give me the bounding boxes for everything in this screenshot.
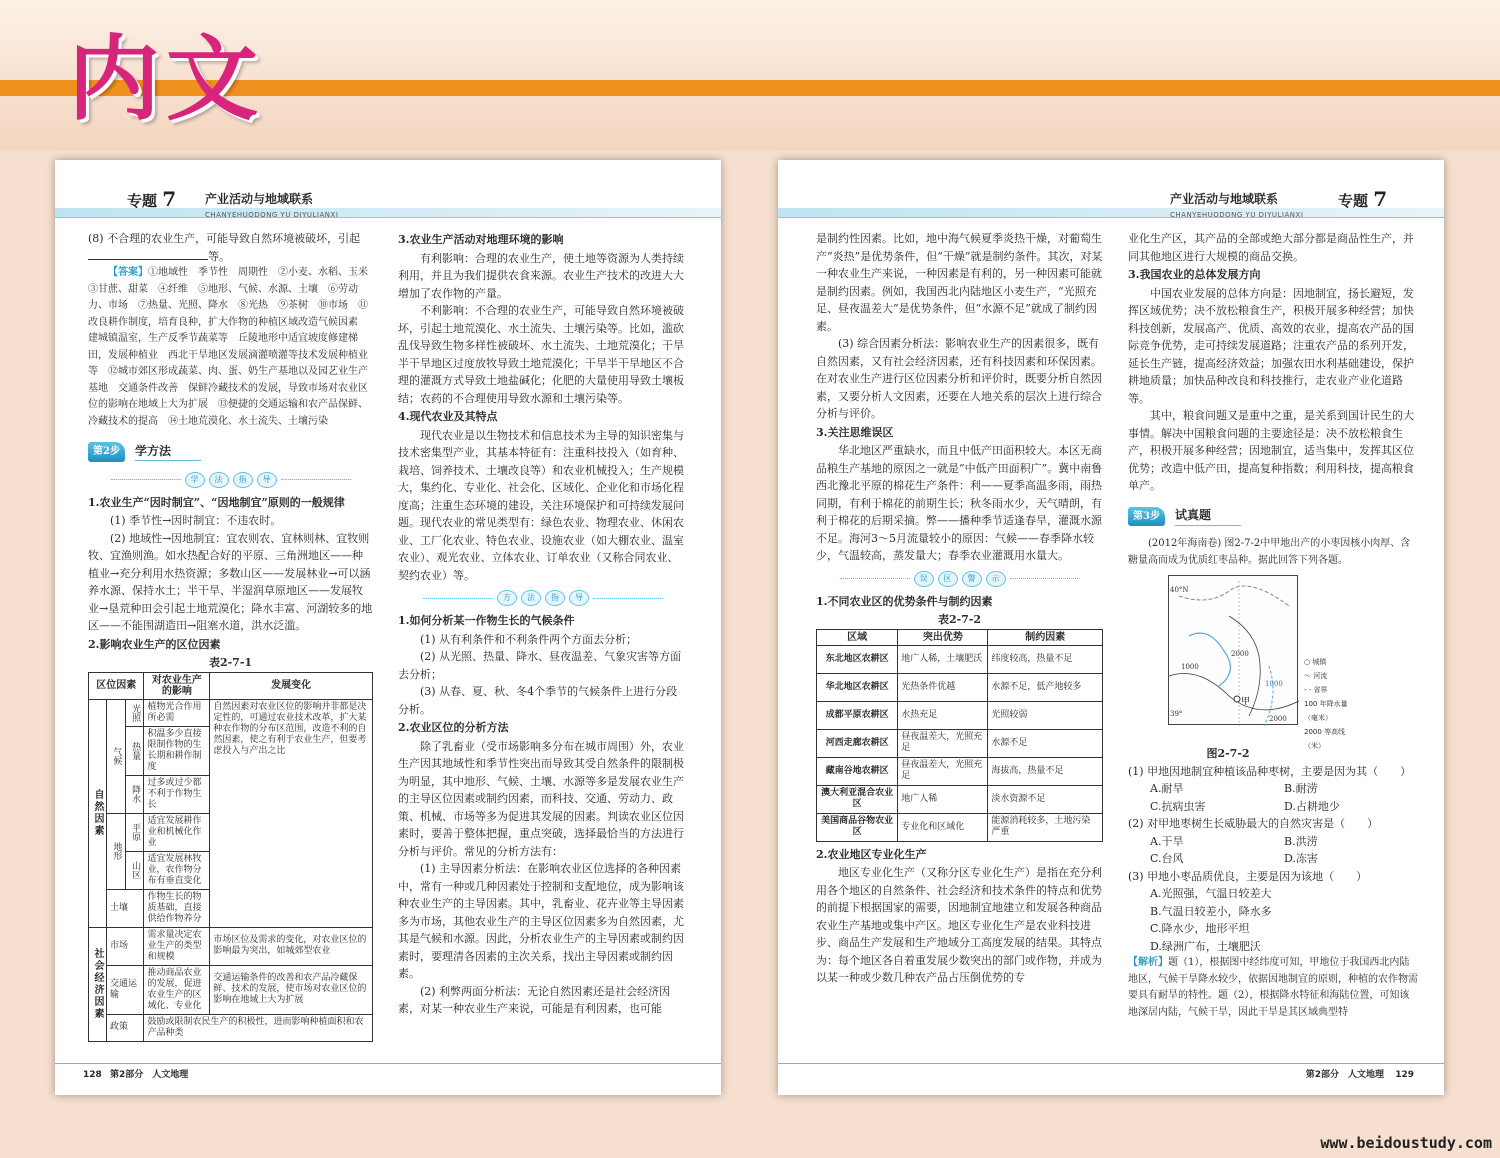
paragraph: (1) 从有利条件和不利条件两个方面去分析；	[420, 632, 638, 646]
table-caption: 表2-7-1	[208, 656, 253, 669]
table-cell: 河西走廊农耕区	[817, 729, 898, 757]
table-cell: 昼夜温差大，光照充足	[898, 757, 988, 785]
table-cell: 华北地区农耕区	[817, 673, 898, 701]
table-row	[817, 729, 1103, 757]
right-column-1	[816, 230, 1103, 1050]
topic-label: 专题 7	[1338, 187, 1388, 211]
section-divider: 学 法 指 导	[88, 472, 373, 488]
table-cell: 淡水资源不足	[988, 785, 1103, 813]
paragraph: (3) 综合因素分析法：影响农业生产的因素很多，既有自然因素，又有社会经济因素，还有科技因素和环保因素。在对农业生产进行区位因素分析和评价时，既要分析自然因素，又要分析人文因素，还要在人地关系的层次上进行综合分析与评价。	[816, 337, 1102, 420]
table-cell: 专业化和区域化	[898, 813, 988, 841]
page-pinyin: CHANYEHUODONG YU DIYULIANXI	[205, 211, 339, 219]
brand-title: 内文	[68, 25, 265, 133]
page-footer	[55, 1063, 721, 1081]
table-cell: 光热条件优越	[898, 673, 988, 701]
table-cell: 地广人稀，土壤肥沃	[898, 645, 988, 673]
topic-label: 专题 7	[127, 187, 177, 211]
paragraph: 中国农业发展的总体方向是：因地制宜，扬长避短，发挥区域优势；决不放松粮食生产，积极开展多种经营；加快科技创新，发展高产、优质、高效的农业，提高农产品的国际竞争优势，走可持续发展道路；注重农产品的系列开发，延长生产链，提高经济效益；加强农田水利基础建设，保护耕地质量；加快品种改良和科技推行，走农业产业化道路等。	[1128, 286, 1414, 405]
map	[1168, 575, 1298, 725]
map-drawing	[1169, 576, 1299, 726]
page-pinyin: CHANYEHUODONG YU DIYULIANXI	[1170, 211, 1304, 219]
heading: 3.农业生产活动对地理环境的影响	[398, 233, 564, 246]
paragraph: (1) 季节性→因时制宜：不违农时。	[110, 514, 282, 527]
heading: 2.影响农业生产的区位因素	[88, 637, 221, 651]
map-town-label: 甲	[1241, 697, 1251, 707]
table-cell: 成都平原农耕区	[817, 701, 898, 729]
section-divider: 方 法 指 导	[398, 590, 688, 606]
left-column-1	[88, 230, 378, 1050]
step-2-header: 第2步 学方法	[88, 442, 373, 462]
location-factors-table: 区位因素 对农业生产的影响 发展变化 自然因素 气候 光照 植物光合作用所必需 自然因素对农业区位的影响并非都是决定性的，可通过农业技术改革，扩大某种农作物的分布区范围，改造不利的自然因素，使之有利于农业生产，但要考虑投入与产出之比 热量 积温多少直接限制作物的生长期和耕作制度 降水 过多或过少都不利于作物生长 地形 平原 适宜发展耕作业和机械化作业 山区 适宜发展林牧业，农作物分布有垂直变化 土壤 作物生长的物质基础，直接供给作物养分 社会经济因素 市场 需求量决定农业生产的类型和规模 市场区位及需求的变化，对农业区位的影响最为突出，如城郊型农业 交通运输 推动商品农业的发展，促进农业生产的区域化、专业化 交通运输条件的改善和农产品冷藏保鲜、技术的发展，使市场对农业区位的影响在地域上大为扩展 政策 鼓励或限制农民生产的积极性，进而影响种植面积和农产品种类	[88, 672, 373, 1042]
heading: 2.农业地区专业化生产	[816, 847, 927, 861]
map-lat-39: 39°	[1170, 710, 1183, 718]
table-cell: 海拔高，热量不足	[988, 757, 1103, 785]
map-figure	[1168, 575, 1348, 750]
question-3-options: A.光照强，气温日较差大 B.气温日较差小，降水多 C.降水少，地形平坦 D.绿洲广布，土壤肥沃	[1150, 887, 1272, 953]
table-row	[817, 757, 1103, 785]
heading: 3.关注思维误区	[816, 425, 894, 439]
page-title: 产业活动与地域联系	[1170, 192, 1279, 206]
right-page	[778, 160, 1444, 1095]
paragraph: (2) 地域性→因地制宜：宜农则农、宜林则林、宜牧则牧、宜渔则渔。如水热配合好的平原、三角洲地区——种植业→充分利用水热资源；多数山区——发展林业→可以涵养水源、保持水土；半干旱、半湿润草原地区——发展牧业→垦荒种田会引起土地荒漠化；降水丰富、河湖较多的地区——不能围湖造田→阻塞水道，洪水泛滥。	[88, 531, 373, 632]
explanation: 【解析】题（1），根据图中经纬度可知，甲地位于我国西北内陆地区，气候干旱降水较少，依据因地制宜的原则，种植的农作物需要具有耐旱的特性。题（2），根据降水特征和海陆位置，可知该地深居内陆，气候干旱，因此干旱是其区域典型特	[1128, 957, 1418, 1018]
heading: 2.农业区位的分析方法	[398, 721, 509, 734]
page-footer	[778, 1063, 1444, 1081]
heading: 1.农业生产“因时制宜”、“因地制宜”原则的一般规律	[88, 495, 345, 509]
table-cell: 东北地区农耕区	[817, 645, 898, 673]
table-cell: 水源不足	[988, 729, 1103, 757]
heading: 1.不同农业区的优势条件与制约因素	[816, 594, 993, 608]
map-contour-label: 2000	[1231, 650, 1249, 658]
question-1-options: A.耐旱 B.耐涝 C.抗病虫害 D.占耕地少	[1150, 782, 1340, 813]
table-row	[817, 813, 1103, 841]
table-row	[817, 673, 1103, 701]
page-number: 129	[1395, 1070, 1414, 1080]
step-3-header: 第3步 试真题	[1128, 507, 1418, 527]
table-row	[817, 645, 1103, 673]
paragraph: (1) 主导因素分析法：在影响农业区位选择的各种因素中，常有一种或几种因素处于控制和支配地位，成为影响该种农业生产的主导因素。其中，乳畜业、花卉业等主导因素多为市场，其他农业生产的主导区位因素多为自然因素，尤其是气候和水源。因此，分析农业生产的主导因素或制约因素时，要理清各因素的主次关系，找出主导因素或制约因素。	[398, 862, 684, 980]
paragraph: (2) 利弊两面分析法：无论自然因素还是社会经济因素，对某一种农业生产来说，可能是有利因素，也可能	[398, 984, 671, 1015]
answer-block: 【答案】①地域性 季节性 周期性 ②小麦、水稻、玉米 ③甘蔗、甜菜 ④纤维 ⑤地形、气候、水源、土壤 ⑥劳动力、市场 ⑦热量、光照、降水 ⑧光热 ⑨茶树 ⑩市场 ⑪改良耕作制度，培育良种，扩大作物的种植区域改造气候因素 建城镇温室，生产反季节蔬菜等 丘陵地形中适宜坡度修建梯田，发展种植业 西北干旱地区发展滴灌喷灌等技术发展种植业等 ⑫城市郊区形成蔬菜、肉、蛋、奶生产基地以及园艺业生产基地 交通条件改善 保鲜冷藏技术的发展，导致市场对农业区位的影响在地域上大为扩展 ⑬便捷的交通运输和农产品保鲜、冷藏技术的提高 ⑭土地荒漠化、水土流失、土壤污染	[88, 267, 378, 427]
table-cell: 纬度较高，热量不足	[988, 645, 1103, 673]
right-column-2	[1128, 230, 1418, 1050]
page-header	[55, 188, 721, 218]
part-label: 第2部分 人文地理	[1305, 1070, 1384, 1080]
agri-regions-table: 区域 突出优势 制约因素 东北地区农耕区 地广人稀，土壤肥沃 纬度较高，热量不足 华北地区农耕区 光热条件优越 水源不足，低产地较多 成都平原农耕区 水热充足 光照较弱 河西走廊农耕区 昼夜温差大，光照充足 水源不足 藏南谷地农耕区 昼夜温差大，光照充足 海拔高，热量不足 澳大利亚混合农业区 地广人稀 淡水资源不足 美国商品谷物农业区 专业化和区域化 能源消耗较多，土地污染严重	[816, 629, 1103, 842]
table-cell: 水热充足	[898, 701, 988, 729]
page-number: 128	[83, 1070, 102, 1080]
part-label: 第2部分 人文地理	[110, 1070, 189, 1080]
paragraph: 华北地区严重缺水，而且中低产田面积较大。本区无商品粮生产基地的原因之一就是“中低产田面积广”。冀中南鲁西北豫北平原的棉花生产条件：利——夏季高温多雨，雨热同期，有利于棉花的前期生长；秋冬雨水少，天气晴朗，有利于棉花的后期采摘。弊——播种季节适逢春旱，灌溉水源不足。海河3～5月流量较小的原因：气候——春季降水较少，气温较高，蒸发量大；春季农业灌溉用水量大。	[816, 444, 1103, 562]
paragraph: 是制约性因素。比如，地中海气候夏季炎热干燥，对葡萄生产“炎热”是优势条件，但“干燥”就是制约条件。其次，对某一种农业生产来说，一种因素是有利的，另一种因素可能就是制约因素。例如，我国西北内陆地区小麦生产，“光照充足、昼夜温差大”是优势条件，但“水源不足”就成了制约因素。	[816, 232, 1103, 333]
table-cell: 藏南谷地农耕区	[817, 757, 898, 785]
paragraph: 有利影响：合理的农业生产，使土地等资源为人类持续利用，并且为我们提供农食来源。农业生产技术的改进大大增加了农作物的产量。	[398, 251, 684, 300]
left-column-2	[398, 230, 688, 1050]
paragraph: 其中，粮食问题又是重中之重，是关系到国计民生的大事情。解决中国粮食问题的主要途径是：决不放松粮食生产，积极开展多种经营；因地制宜，适当集中，发挥其区位优势；改造中低产田，提高复种指数；利用科技，提高粮食单产。	[1128, 409, 1414, 492]
question-3: (3) 甲地小枣品质优良，主要是因为该地（ ）	[1128, 869, 1368, 883]
table-cell: 地广人稀	[898, 785, 988, 813]
table-cell: 美国商品谷物农业区	[817, 813, 898, 841]
question-2-options: A.干旱 B.洪涝 C.台风 D.冻害	[1150, 834, 1318, 865]
heading: 4.现代农业及其特点	[398, 410, 498, 423]
question-2: (2) 对甲地枣树生长威胁最大的自然灾害是（ ）	[1128, 817, 1379, 830]
question-intro: (2012年海南卷) 图2-7-2中甲地出产的小枣因核小肉厚、含糖量高而成为优质红枣品种。据此回答下列各题。	[1128, 538, 1411, 566]
table-caption: 表2-7-2	[937, 613, 982, 626]
question-1: (1) 甲地因地制宜种植该品种枣树，主要是因为其（ ）	[1128, 764, 1412, 778]
paragraph: (3) 从春、夏、秋、冬4个季节的气候条件上进行分段分析。	[398, 685, 678, 716]
heading: 1.如何分析某一作物生长的气候条件	[398, 614, 575, 627]
table-cell: 昼夜温差大，光照充足	[898, 729, 988, 757]
page-title: 产业活动与地域联系	[205, 192, 314, 206]
table-row	[817, 785, 1103, 813]
paragraph: 除了乳畜业（受市场影响多分布在城市周围）外，农业生产因其地域性和季节性突出而导致其受自然条件的限制极为明显，其中地形、气候、土壤、水源等多是发展农业生产的主导区位因素或制约因素，而科技、交通、劳动力、政策、机械、市场等多为促进其发展的因素。判读农业区位因素时，要善于整体把握，重点突破，选择最恰当的方法进行分析与评价。常见的分析方法有：	[398, 739, 684, 858]
paragraph: 现代农业是以生物技术和信息技术为主导的知识密集与技术密集型产业，其基本特征有：注重科技投入（如育种、栽培、饲养技术、土壤改良等）和农业机械投入；生产规模大，集约化、专业化、社会化、区域化、企业化和市场化程度高；注重生态环境的建设，关注环境保护和可持续发展问题。现代农业的常见类型有：绿色农业、物理农业、休闲农业、工厂化农业、特色农业、设施农业（如大棚农业、温室农业）、观光农业、立体农业、订单农业（又称合同农业、契约农业）等。	[398, 428, 684, 582]
paragraph: (2) 从光照、热量、降水、昼夜温差、气象灾害等方面去分析；	[398, 650, 682, 681]
paragraph: 地区专业化生产（又称分区专业化生产）是指在充分利用各个地区的自然条件、社会经济和技术条件的特点和优势的前提下根据国家的需要，因地制宜地建立和发展各种商品农业生产基地或集中产区。地区专业化生产是农业科技进步、商品生产发展和生产地域分工高度发展的结果。其特点为：每个地区各自着重发展少数突出的部门或作物，并成为以某一种或少数几种农产品占压倒优势的专	[816, 866, 1102, 984]
table-row	[817, 701, 1103, 729]
map-contour-label: 2000	[1269, 715, 1287, 723]
map-legend: ○ 城镇 〜 河流 - - 省界 100 年降水量（毫米） 2000 等高线（米）	[1304, 658, 1348, 750]
figure-caption: 图2-7-2	[1206, 747, 1250, 760]
heading: 3.我国农业的总体发展方向	[1128, 268, 1261, 281]
map-isohyet-label: 1000	[1265, 680, 1283, 688]
table-cell: 能源消耗较多，土地污染严重	[988, 813, 1103, 841]
paragraph: 业化生产区，其产品的全部或绝大部分都是商品性生产，并同其他地区进行大规模的商品交换。	[1128, 232, 1414, 263]
website-url[interactable]: www.beidoustudy.com	[1320, 1134, 1492, 1152]
left-page	[55, 160, 721, 1095]
page-header	[778, 188, 1444, 218]
map-contour-label: 1000	[1181, 663, 1199, 671]
table-cell: 水源不足，低产地较多	[988, 673, 1103, 701]
question-8: (8) 不合理的农业生产，可能导致自然环境被破坏，引起等。	[88, 232, 361, 263]
paragraph: 不利影响：不合理的农业生产，可能导致自然环境被破坏，引起土地荒漠化、水土流失、土壤污染等。比如，滥砍乱伐导致生物多样性被破坏、水土流失、土地荒漠化；干旱半干旱地区过度放牧导致土地荒漠化；干旱半干旱地区不合理的灌溉方式导致土地盐碱化；化肥的大量使用导致土壤板结；农药的不合理使用导致水源和土壤污染等。	[398, 304, 684, 405]
table-cell: 光照较弱	[988, 701, 1103, 729]
table-cell: 澳大利亚混合农业区	[817, 785, 898, 813]
map-lat-40: 40°N	[1170, 586, 1189, 594]
section-divider: 误 区 警 示	[816, 571, 1103, 587]
